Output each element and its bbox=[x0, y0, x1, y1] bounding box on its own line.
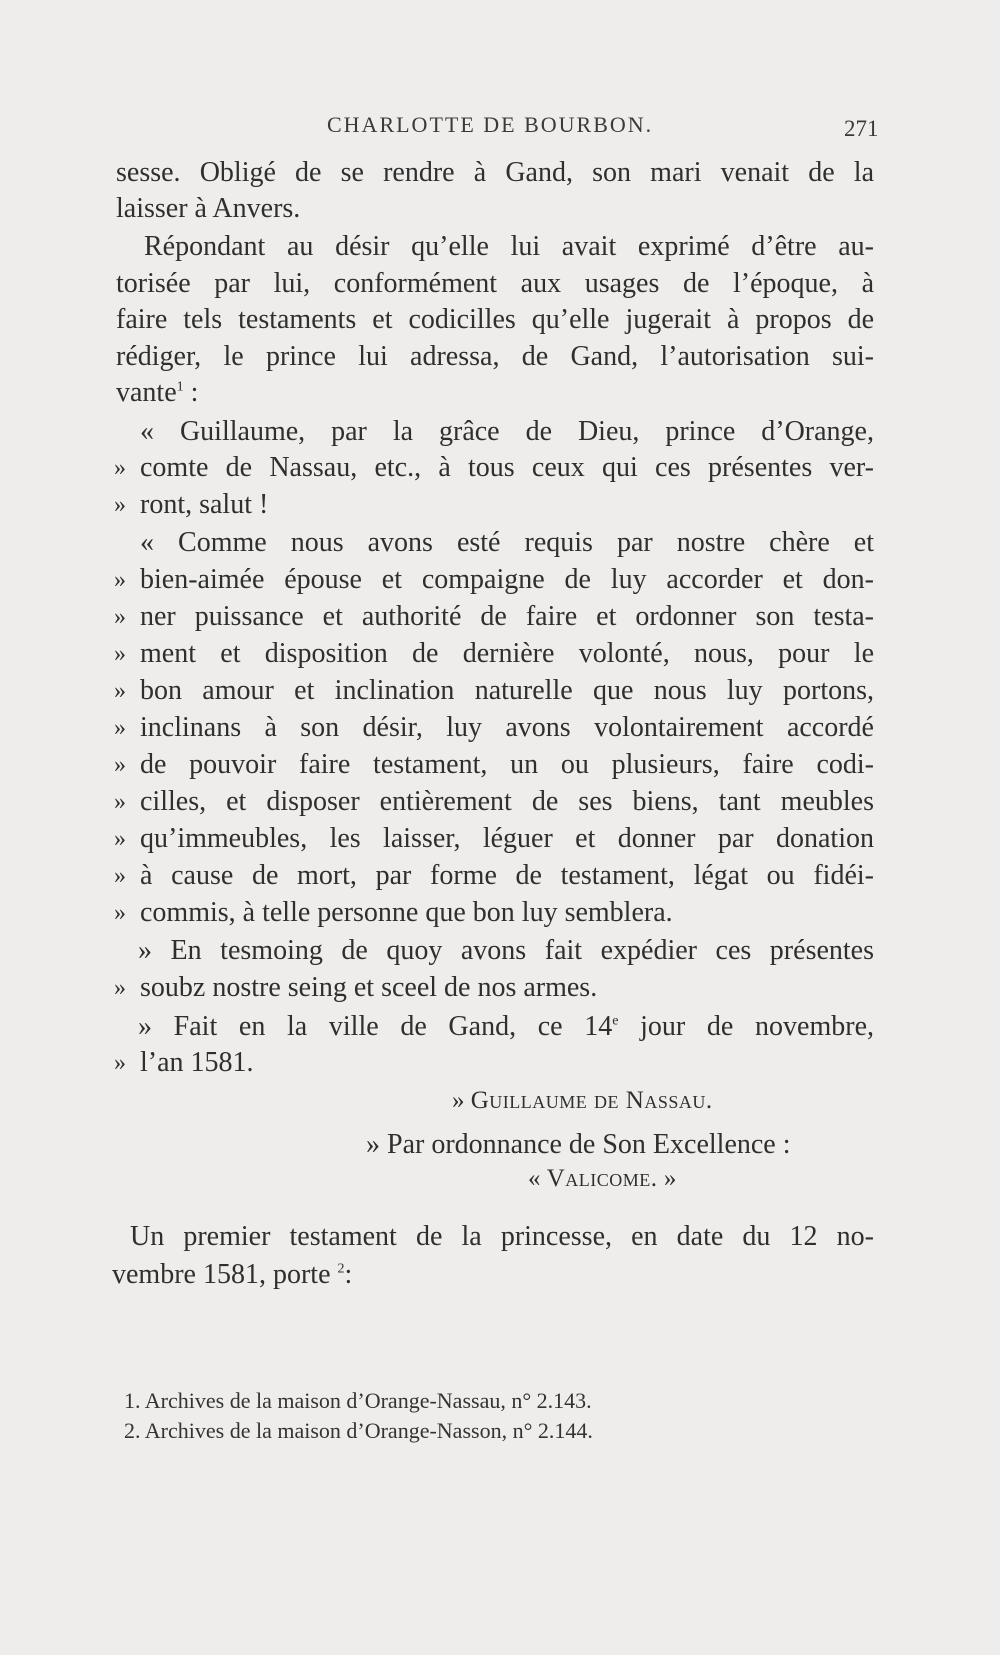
quote-mark: » bbox=[114, 567, 126, 593]
superscript: e bbox=[612, 1013, 619, 1029]
signature-name: Guillaume de Nassau. bbox=[470, 1087, 713, 1114]
quote-line bbox=[116, 1044, 874, 1082]
footnote-ref: 2 bbox=[337, 1261, 345, 1277]
quote-mark: » bbox=[114, 863, 126, 889]
quote-text: comte de Nassau, etc., à tous ceux qui ces présentes ver- bbox=[140, 452, 874, 483]
quote-line bbox=[116, 857, 874, 895]
quote-mark: » bbox=[114, 678, 126, 704]
running-header bbox=[0, 106, 1000, 146]
text-line: laisser à Anvers. bbox=[116, 193, 301, 224]
quote-line bbox=[116, 598, 874, 636]
quote-line bbox=[116, 486, 874, 524]
page-number: 271 bbox=[844, 116, 879, 141]
text-run: vante bbox=[116, 377, 177, 408]
quote-mark: » bbox=[114, 1050, 126, 1076]
quote-text: bon amour et inclination naturelle que nous luy portons, bbox=[140, 675, 874, 706]
quote-line: » En tesmoing de quoy avons fait expédier ces présentes bbox=[138, 935, 874, 966]
quote-line bbox=[116, 820, 874, 858]
quote-text: inclinans à son désir, luy avons volontairement accordé bbox=[140, 712, 874, 743]
quote-line bbox=[116, 746, 874, 784]
signature bbox=[452, 1082, 872, 1120]
quote-line bbox=[116, 969, 874, 1007]
quote-mark: » bbox=[114, 715, 126, 741]
running-title: CHARLOTTE DE BOURBON. bbox=[327, 112, 654, 137]
quote-mark: » bbox=[114, 826, 126, 852]
quote-text: soubz nostre seing et sceel de nos armes. bbox=[140, 972, 598, 1003]
quote-mark: » bbox=[114, 975, 126, 1001]
quote-line bbox=[116, 709, 874, 747]
quote-text: qu’immeubles, les laisser, léguer et donner par donation bbox=[140, 823, 874, 854]
quote-mark: » bbox=[114, 492, 126, 518]
quote-line bbox=[116, 672, 874, 710]
quote-text: de pouvoir faire testament, un ou plusieurs, faire codi- bbox=[140, 749, 874, 780]
quote-text: cilles, et disposer entièrement de ses biens, tant meubles bbox=[140, 786, 874, 817]
text-line bbox=[116, 374, 874, 412]
text-run: : bbox=[183, 377, 199, 408]
quote-line bbox=[116, 894, 874, 932]
text-line: rédiger, le prince lui adressa, de Gand, l’autorisation sui- bbox=[116, 341, 874, 372]
quote-line: « Guillaume, par la grâce de Dieu, prince d’Orange, bbox=[140, 416, 874, 447]
ordonnance-line: » Par ordonnance de Son Excellence : bbox=[366, 1129, 791, 1160]
quote-text: ner puissance et authorité de faire et ordonner son testa- bbox=[140, 601, 874, 632]
quote-mark: » bbox=[114, 641, 126, 667]
quote-text: bien-aimée épouse et compaigne de luy accorder et don- bbox=[140, 564, 874, 595]
secretary-close: » bbox=[657, 1165, 677, 1192]
text-line bbox=[112, 1256, 870, 1294]
text-line: sesse. Obligé de se rendre à Gand, son mari venait de la bbox=[116, 157, 874, 188]
quote-line bbox=[116, 783, 874, 821]
footnote: 1. Archives de la maison d’Orange-Nassau, n° 2.143. bbox=[124, 1388, 592, 1413]
quote-line bbox=[116, 561, 874, 599]
secretary-name: Valicome. bbox=[546, 1165, 658, 1192]
quote-mark: » bbox=[114, 752, 126, 778]
secretary-open: « bbox=[528, 1165, 547, 1192]
quote-mark: » bbox=[114, 604, 126, 630]
quote-mark: » bbox=[114, 900, 126, 926]
quote-line: « Comme nous avons esté requis par nostre chère et bbox=[140, 527, 874, 558]
text-line: faire tels testaments et codicilles qu’elle jugerait à propos de bbox=[116, 304, 874, 335]
quote-mark: » bbox=[114, 789, 126, 815]
quote-line bbox=[116, 635, 874, 673]
signature-prefix: » bbox=[452, 1087, 471, 1114]
quote-text: ment et disposition de dernière volonté, nous, pour le bbox=[140, 638, 874, 669]
text-run: vembre 1581, porte bbox=[112, 1259, 331, 1290]
text-line: Un premier testament de la princesse, en date du 12 no- bbox=[130, 1221, 874, 1252]
text-run: » Fait en la ville de Gand, ce 14 bbox=[138, 1011, 613, 1042]
text-run: jour de novembre, bbox=[618, 1011, 874, 1042]
quote-text: l’an 1581. bbox=[140, 1047, 254, 1078]
text-run: : bbox=[344, 1259, 353, 1290]
quote-text: ront, salut ! bbox=[140, 489, 269, 520]
quote-text: à cause de mort, par forme de testament, légat ou fidéi- bbox=[140, 860, 874, 891]
text-line: torisée par lui, conformément aux usages de l’époque, à bbox=[116, 268, 874, 299]
quote-text: commis, à telle personne que bon luy semblera. bbox=[140, 897, 673, 928]
text-line: Répondant au désir qu’elle lui avait exprimé d’être au- bbox=[144, 231, 874, 262]
quote-line bbox=[116, 449, 874, 487]
quote-line bbox=[138, 1008, 874, 1046]
secretary-signature bbox=[528, 1160, 874, 1198]
footnote: 2. Archives de la maison d’Orange-Nasson, n° 2.144. bbox=[124, 1418, 593, 1443]
footnote-ref: 1 bbox=[176, 379, 184, 395]
quote-mark: » bbox=[114, 455, 126, 481]
